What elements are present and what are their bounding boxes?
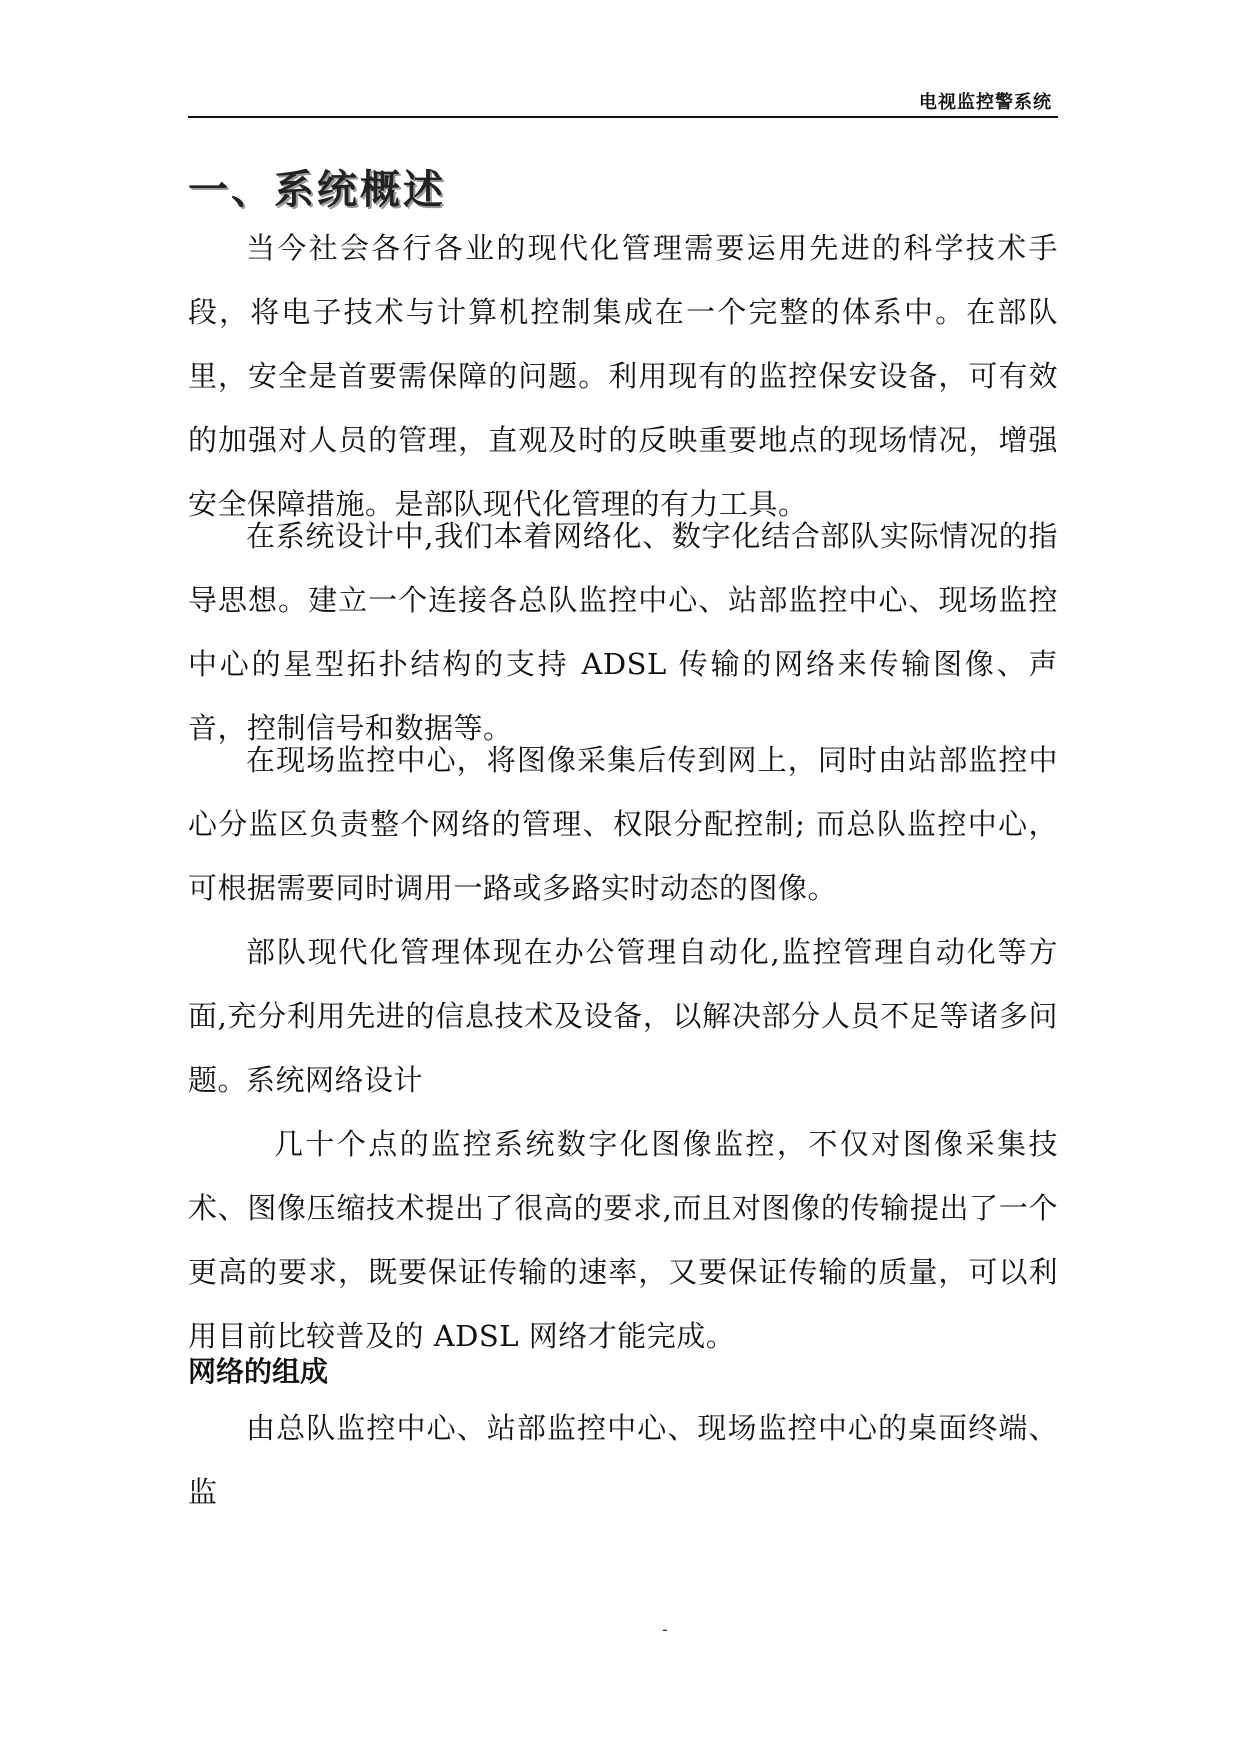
paragraph-network-design-label: 系统网络设计 [246,1063,424,1097]
paragraph-digital-monitoring: 几十个点的监控系统数字化图像监控，不仅对图像采集技术、图像压缩技术提出了很高的要求,而且对图像的传输提出了一个更高的要求，既要保证传输的速率，又要保证传输的质量，可以利用目前比较普及的 ADSL 网络才能完成。 [188,1127,1058,1353]
paragraph-modernization: 部队现代化管理体现在办公管理自动化,监控管理自动化等方面,充分利用先进的信息技术及设备，以解决部分人员不足等诸多问题。 [188,935,1058,1097]
paragraph-network-composition: 由总队监控中心、站部监控中心、现场监控中心的桌面终端、监 [188,1411,1058,1509]
subheading-network-composition: 网络的组成 [188,1355,329,1388]
paragraph-overview: 当今社会各行各业的现代化管理需要运用先进的科学技术手段，将电子技术与计算机控制集成在一个完整的体系中。在部队里，安全是首要需保障的问题。利用现有的监控保安设备，可有效的加强对人员的管理，直观及时的反映重要地点的现场情况，增强安全保障措施。是部队现代化管理的有力工具。 [188,231,1058,521]
running-header-title: 电视监控警系统 [919,92,1052,113]
section-title: 一、系统概述 [188,166,446,213]
paragraph-system-design: 在系统设计中,我们本着网络化、数字化结合部队实际情况的指导思想。建立一个连接各总队监控中心、站部监控中心、现场监控中心的星型拓扑结构的支持 ADSL 传输的网络来传输图像、声音，控制信号和数据等。 [188,519,1058,745]
running-header [188,86,1058,118]
paragraph-site-monitoring: 在现场监控中心，将图像采集后传到网上，同时由站部监控中心分监区负责整个网络的管理、权限分配控制; 而总队监控中心，可根据需要同时调用一路或多路实时动态的图像。 [188,743,1058,905]
page-number-marker: - [662,1620,668,1639]
